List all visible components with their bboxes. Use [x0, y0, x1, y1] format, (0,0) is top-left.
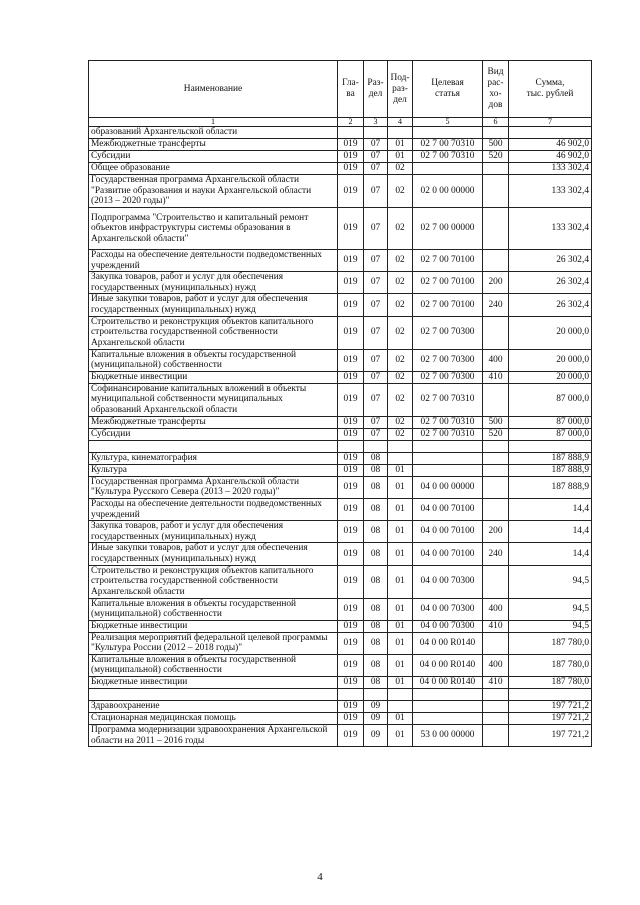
row-expense-type [483, 725, 509, 747]
table-row [89, 677, 592, 689]
row-subsection: 01 [388, 713, 413, 725]
row-name: Общее образование [89, 163, 338, 175]
row-expense-type: 240 [483, 294, 509, 316]
row-name [89, 440, 338, 452]
row-expense-type [483, 127, 509, 139]
row-subsection: 02 [388, 349, 413, 371]
row-expense-type: 400 [483, 598, 509, 620]
table-row [89, 416, 592, 428]
row-sum: 14,4 [509, 521, 592, 543]
row-sum: 197 721,2 [509, 701, 592, 713]
row-name: Софинансирование капитальных вложений в объекты муниципальной собственности муниципальных образований Архангельской области [89, 383, 338, 416]
row-section: 07 [364, 383, 388, 416]
table-row [89, 476, 592, 498]
table-row [89, 452, 592, 464]
row-subsection: 01 [388, 476, 413, 498]
row-expense-type: 500 [483, 139, 509, 151]
table-row [89, 713, 592, 725]
column-number: 4 [388, 118, 413, 127]
row-chapter: 019 [338, 464, 364, 476]
row-section: 07 [364, 349, 388, 371]
row-section: 08 [364, 565, 388, 598]
row-target: 02 7 00 70310 [413, 416, 483, 428]
row-target [413, 701, 483, 713]
row-name: Государственная программа Архангельской области "Развитие образования и науки Архангельской области (2013 – 2020 годы)" [89, 175, 338, 208]
row-expense-type [483, 701, 509, 713]
table-header [89, 61, 592, 127]
row-expense-type: 520 [483, 151, 509, 163]
row-subsection [388, 452, 413, 464]
row-name: Строительство и реконструкция объектов капитального строительства государственной собственности Архангельской области [89, 316, 338, 349]
row-section [364, 440, 388, 452]
row-sum: 20 000,0 [509, 371, 592, 383]
header-subsection: Под- раз- дел [388, 61, 413, 118]
row-sum: 26 302,4 [509, 250, 592, 272]
row-name: Иные закупки товаров, работ и услуг для обеспечения государственных (муниципальных) нужд [89, 294, 338, 316]
row-subsection: 01 [388, 151, 413, 163]
row-chapter: 019 [338, 416, 364, 428]
row-subsection: 01 [388, 677, 413, 689]
row-sum: 26 302,4 [509, 294, 592, 316]
row-section: 08 [364, 452, 388, 464]
row-expense-type [483, 498, 509, 520]
row-chapter: 019 [338, 139, 364, 151]
table-row [89, 725, 592, 747]
row-expense-type [483, 175, 509, 208]
row-chapter: 019 [338, 208, 364, 250]
row-sum: 187 780,0 [509, 677, 592, 689]
row-subsection: 01 [388, 464, 413, 476]
row-subsection: 01 [388, 654, 413, 676]
row-sum [509, 127, 592, 139]
row-section: 08 [364, 632, 388, 654]
row-target: 02 7 00 70300 [413, 316, 483, 349]
row-chapter: 019 [338, 677, 364, 689]
row-target [413, 163, 483, 175]
row-target [413, 452, 483, 464]
row-section: 07 [364, 371, 388, 383]
row-chapter: 019 [338, 163, 364, 175]
row-expense-type [483, 565, 509, 598]
row-expense-type [483, 208, 509, 250]
row-sum: 14,4 [509, 543, 592, 565]
row-target: 02 7 00 70100 [413, 250, 483, 272]
row-subsection: 01 [388, 543, 413, 565]
row-section: 08 [364, 620, 388, 632]
row-subsection: 02 [388, 208, 413, 250]
row-expense-type [483, 452, 509, 464]
table-row [89, 464, 592, 476]
row-expense-type: 410 [483, 677, 509, 689]
budget-table [88, 60, 592, 747]
column-number: 1 [89, 118, 338, 127]
row-chapter: 019 [338, 250, 364, 272]
row-section: 09 [364, 713, 388, 725]
row-sum: 94,5 [509, 620, 592, 632]
row-sum: 133 302,4 [509, 208, 592, 250]
header-section: Раз- дел [364, 61, 388, 118]
row-target [413, 713, 483, 725]
row-subsection [388, 440, 413, 452]
row-sum: 133 302,4 [509, 175, 592, 208]
table-row [89, 272, 592, 294]
row-chapter: 019 [338, 701, 364, 713]
row-name: Расходы на обеспечение деятельности подведомственных учреждений [89, 498, 338, 520]
table-row [89, 139, 592, 151]
table-row [89, 250, 592, 272]
row-subsection: 02 [388, 383, 413, 416]
row-chapter: 019 [338, 543, 364, 565]
table-row [89, 565, 592, 598]
row-target: 04 0 00 70300 [413, 620, 483, 632]
row-sum: 46 902,0 [509, 139, 592, 151]
row-chapter: 019 [338, 565, 364, 598]
row-target: 53 0 00 00000 [413, 725, 483, 747]
row-subsection: 02 [388, 175, 413, 208]
row-subsection: 02 [388, 416, 413, 428]
row-name: образований Архангельской области [89, 127, 338, 139]
column-number: 3 [364, 118, 388, 127]
table-row [89, 521, 592, 543]
table-row [89, 208, 592, 250]
row-sum: 187 888,9 [509, 452, 592, 464]
row-subsection: 01 [388, 139, 413, 151]
row-name: Культура, кинематография [89, 452, 338, 464]
row-target [413, 464, 483, 476]
row-chapter: 019 [338, 175, 364, 208]
row-target: 02 7 00 70310 [413, 151, 483, 163]
row-name: Государственная программа Архангельской области "Культура Русского Севера (2013 – 2020 годы)" [89, 476, 338, 498]
row-chapter [338, 689, 364, 701]
row-subsection [388, 701, 413, 713]
row-section: 07 [364, 175, 388, 208]
row-subsection [388, 127, 413, 139]
row-name: Культура [89, 464, 338, 476]
row-name: Бюджетные инвестиции [89, 677, 338, 689]
row-name: Строительство и реконструкция объектов капитального строительства государственной собственности Архангельской области [89, 565, 338, 598]
row-name [89, 689, 338, 701]
table-body [89, 127, 592, 747]
row-sum: 14,4 [509, 498, 592, 520]
row-sum: 46 902,0 [509, 151, 592, 163]
row-section: 07 [364, 428, 388, 440]
table-row [89, 598, 592, 620]
row-section: 08 [364, 677, 388, 689]
row-target: 02 7 00 70100 [413, 272, 483, 294]
row-section: 07 [364, 163, 388, 175]
row-sum: 187 888,9 [509, 476, 592, 498]
row-subsection: 02 [388, 294, 413, 316]
header-sum: Сумма, тыс. рублей [509, 61, 592, 118]
row-subsection: 01 [388, 632, 413, 654]
header-name: Наименование [89, 61, 338, 118]
row-name: Капитальные вложения в объекты государственной (муниципальной) собственности [89, 598, 338, 620]
row-target: 04 0 00 R0140 [413, 654, 483, 676]
row-chapter: 019 [338, 498, 364, 520]
row-target: 02 7 00 70300 [413, 371, 483, 383]
row-name: Бюджетные инвестиции [89, 620, 338, 632]
table-row [89, 632, 592, 654]
row-target: 04 0 00 70100 [413, 543, 483, 565]
row-chapter: 019 [338, 151, 364, 163]
table-row [89, 498, 592, 520]
row-name: Субсидии [89, 428, 338, 440]
row-expense-type [483, 316, 509, 349]
row-subsection: 02 [388, 428, 413, 440]
row-target: 04 0 00 70300 [413, 565, 483, 598]
row-sum: 87 000,0 [509, 383, 592, 416]
row-chapter: 019 [338, 713, 364, 725]
row-name: Капитальные вложения в объекты государственной (муниципальной) собственности [89, 349, 338, 371]
row-chapter: 019 [338, 632, 364, 654]
column-number: 7 [509, 118, 592, 127]
table-row [89, 151, 592, 163]
row-sum: 20 000,0 [509, 349, 592, 371]
row-name: Межбюджетные трансферты [89, 416, 338, 428]
row-chapter: 019 [338, 272, 364, 294]
row-target: 04 0 00 70300 [413, 598, 483, 620]
row-chapter: 019 [338, 294, 364, 316]
row-chapter: 019 [338, 620, 364, 632]
row-section: 08 [364, 521, 388, 543]
row-expense-type [483, 476, 509, 498]
row-name: Бюджетные инвестиции [89, 371, 338, 383]
row-target: 04 0 00 00000 [413, 476, 483, 498]
column-number: 5 [413, 118, 483, 127]
row-expense-type [483, 689, 509, 701]
row-chapter: 019 [338, 371, 364, 383]
table-row [89, 440, 592, 452]
table-row [89, 316, 592, 349]
row-chapter: 019 [338, 383, 364, 416]
row-expense-type [483, 163, 509, 175]
row-section: 08 [364, 598, 388, 620]
row-sum: 94,5 [509, 598, 592, 620]
table-row [89, 543, 592, 565]
row-subsection: 02 [388, 371, 413, 383]
row-sum [509, 689, 592, 701]
row-section: 07 [364, 316, 388, 349]
row-section: 07 [364, 250, 388, 272]
row-subsection: 01 [388, 498, 413, 520]
row-name: Реализация мероприятий федеральной целевой программы "Культура России (2012 – 2018 годы)" [89, 632, 338, 654]
row-subsection: 01 [388, 521, 413, 543]
row-target: 02 7 00 00000 [413, 208, 483, 250]
row-expense-type: 410 [483, 620, 509, 632]
row-chapter: 019 [338, 521, 364, 543]
row-section [364, 127, 388, 139]
row-section: 07 [364, 294, 388, 316]
row-section: 08 [364, 498, 388, 520]
row-name: Подпрограмма "Строительство и капитальный ремонт объектов инфраструктуры системы образования в Архангельской области" [89, 208, 338, 250]
table-row [89, 654, 592, 676]
table-row [89, 371, 592, 383]
row-section: 08 [364, 464, 388, 476]
table-row [89, 175, 592, 208]
row-expense-type: 410 [483, 371, 509, 383]
row-target: 02 7 00 70310 [413, 383, 483, 416]
row-name: Программа модернизации здравоохранения Архангельской области на 2011 – 2016 годы [89, 725, 338, 747]
row-name: Капитальные вложения в объекты государственной (муниципальной) собственности [89, 654, 338, 676]
row-sum: 87 000,0 [509, 428, 592, 440]
row-target: 02 7 00 70300 [413, 349, 483, 371]
header-expense-type: Вид рас- хо- дов [483, 61, 509, 118]
row-section: 07 [364, 208, 388, 250]
row-expense-type: 400 [483, 349, 509, 371]
column-number: 6 [483, 118, 509, 127]
row-sum: 187 888,9 [509, 464, 592, 476]
row-subsection: 01 [388, 598, 413, 620]
row-name: Закупка товаров, работ и услуг для обеспечения государственных (муниципальных) нужд [89, 521, 338, 543]
row-sum: 197 721,2 [509, 713, 592, 725]
row-sum: 87 000,0 [509, 416, 592, 428]
row-section: 07 [364, 416, 388, 428]
row-expense-type: 400 [483, 654, 509, 676]
row-expense-type [483, 383, 509, 416]
page-number: 4 [317, 871, 323, 883]
row-section: 09 [364, 725, 388, 747]
row-section: 08 [364, 476, 388, 498]
row-target: 04 0 00 70100 [413, 498, 483, 520]
row-target [413, 127, 483, 139]
row-name: Стационарная медицинская помощь [89, 713, 338, 725]
row-expense-type [483, 440, 509, 452]
row-section: 09 [364, 701, 388, 713]
row-expense-type: 500 [483, 416, 509, 428]
row-expense-type: 520 [483, 428, 509, 440]
row-target: 04 0 00 R0140 [413, 632, 483, 654]
row-section: 07 [364, 272, 388, 294]
row-expense-type [483, 464, 509, 476]
row-chapter: 019 [338, 428, 364, 440]
row-chapter: 019 [338, 654, 364, 676]
row-subsection: 01 [388, 620, 413, 632]
row-target [413, 689, 483, 701]
table-row [89, 701, 592, 713]
column-number-row [89, 118, 592, 127]
row-target: 04 0 00 R0140 [413, 677, 483, 689]
row-expense-type: 200 [483, 272, 509, 294]
row-target: 02 7 00 70100 [413, 294, 483, 316]
row-name: Межбюджетные трансферты [89, 139, 338, 151]
row-name: Здравоохранение [89, 701, 338, 713]
row-chapter: 019 [338, 349, 364, 371]
table-row [89, 620, 592, 632]
table-row [89, 428, 592, 440]
row-section: 08 [364, 543, 388, 565]
row-subsection: 02 [388, 250, 413, 272]
row-target: 02 0 00 00000 [413, 175, 483, 208]
row-sum: 94,5 [509, 565, 592, 598]
row-name: Иные закупки товаров, работ и услуг для обеспечения государственных (муниципальных) нужд [89, 543, 338, 565]
row-section: 07 [364, 151, 388, 163]
row-chapter: 019 [338, 598, 364, 620]
row-sum [509, 440, 592, 452]
row-sum: 187 780,0 [509, 654, 592, 676]
header-chapter: Гла- ва [338, 61, 364, 118]
row-sum: 133 302,4 [509, 163, 592, 175]
row-name: Расходы на обеспечение деятельности подведомственных учреждений [89, 250, 338, 272]
row-sum: 26 302,4 [509, 272, 592, 294]
row-chapter [338, 127, 364, 139]
row-subsection: 01 [388, 565, 413, 598]
row-expense-type [483, 250, 509, 272]
row-target: 02 7 00 70310 [413, 428, 483, 440]
row-chapter: 019 [338, 476, 364, 498]
row-expense-type [483, 632, 509, 654]
row-chapter [338, 440, 364, 452]
row-subsection: 02 [388, 163, 413, 175]
row-chapter: 019 [338, 725, 364, 747]
row-section [364, 689, 388, 701]
row-subsection: 01 [388, 725, 413, 747]
row-expense-type [483, 713, 509, 725]
row-expense-type: 240 [483, 543, 509, 565]
header-target: Целевая статья [413, 61, 483, 118]
row-sum: 187 780,0 [509, 632, 592, 654]
row-name: Субсидии [89, 151, 338, 163]
row-expense-type: 200 [483, 521, 509, 543]
row-sum: 197 721,2 [509, 725, 592, 747]
row-target [413, 440, 483, 452]
row-subsection [388, 689, 413, 701]
row-target: 02 7 00 70310 [413, 139, 483, 151]
table-row [89, 127, 592, 139]
row-chapter: 019 [338, 452, 364, 464]
table-row [89, 163, 592, 175]
row-subsection: 02 [388, 316, 413, 349]
column-number: 2 [338, 118, 364, 127]
table-row [89, 383, 592, 416]
row-target: 04 0 00 70100 [413, 521, 483, 543]
row-subsection: 02 [388, 272, 413, 294]
row-section: 07 [364, 139, 388, 151]
row-section: 08 [364, 654, 388, 676]
table-row [89, 349, 592, 371]
row-name: Закупка товаров, работ и услуг для обеспечения государственных (муниципальных) нужд [89, 272, 338, 294]
table-row [89, 689, 592, 701]
row-chapter: 019 [338, 316, 364, 349]
row-sum: 20 000,0 [509, 316, 592, 349]
table-row [89, 294, 592, 316]
